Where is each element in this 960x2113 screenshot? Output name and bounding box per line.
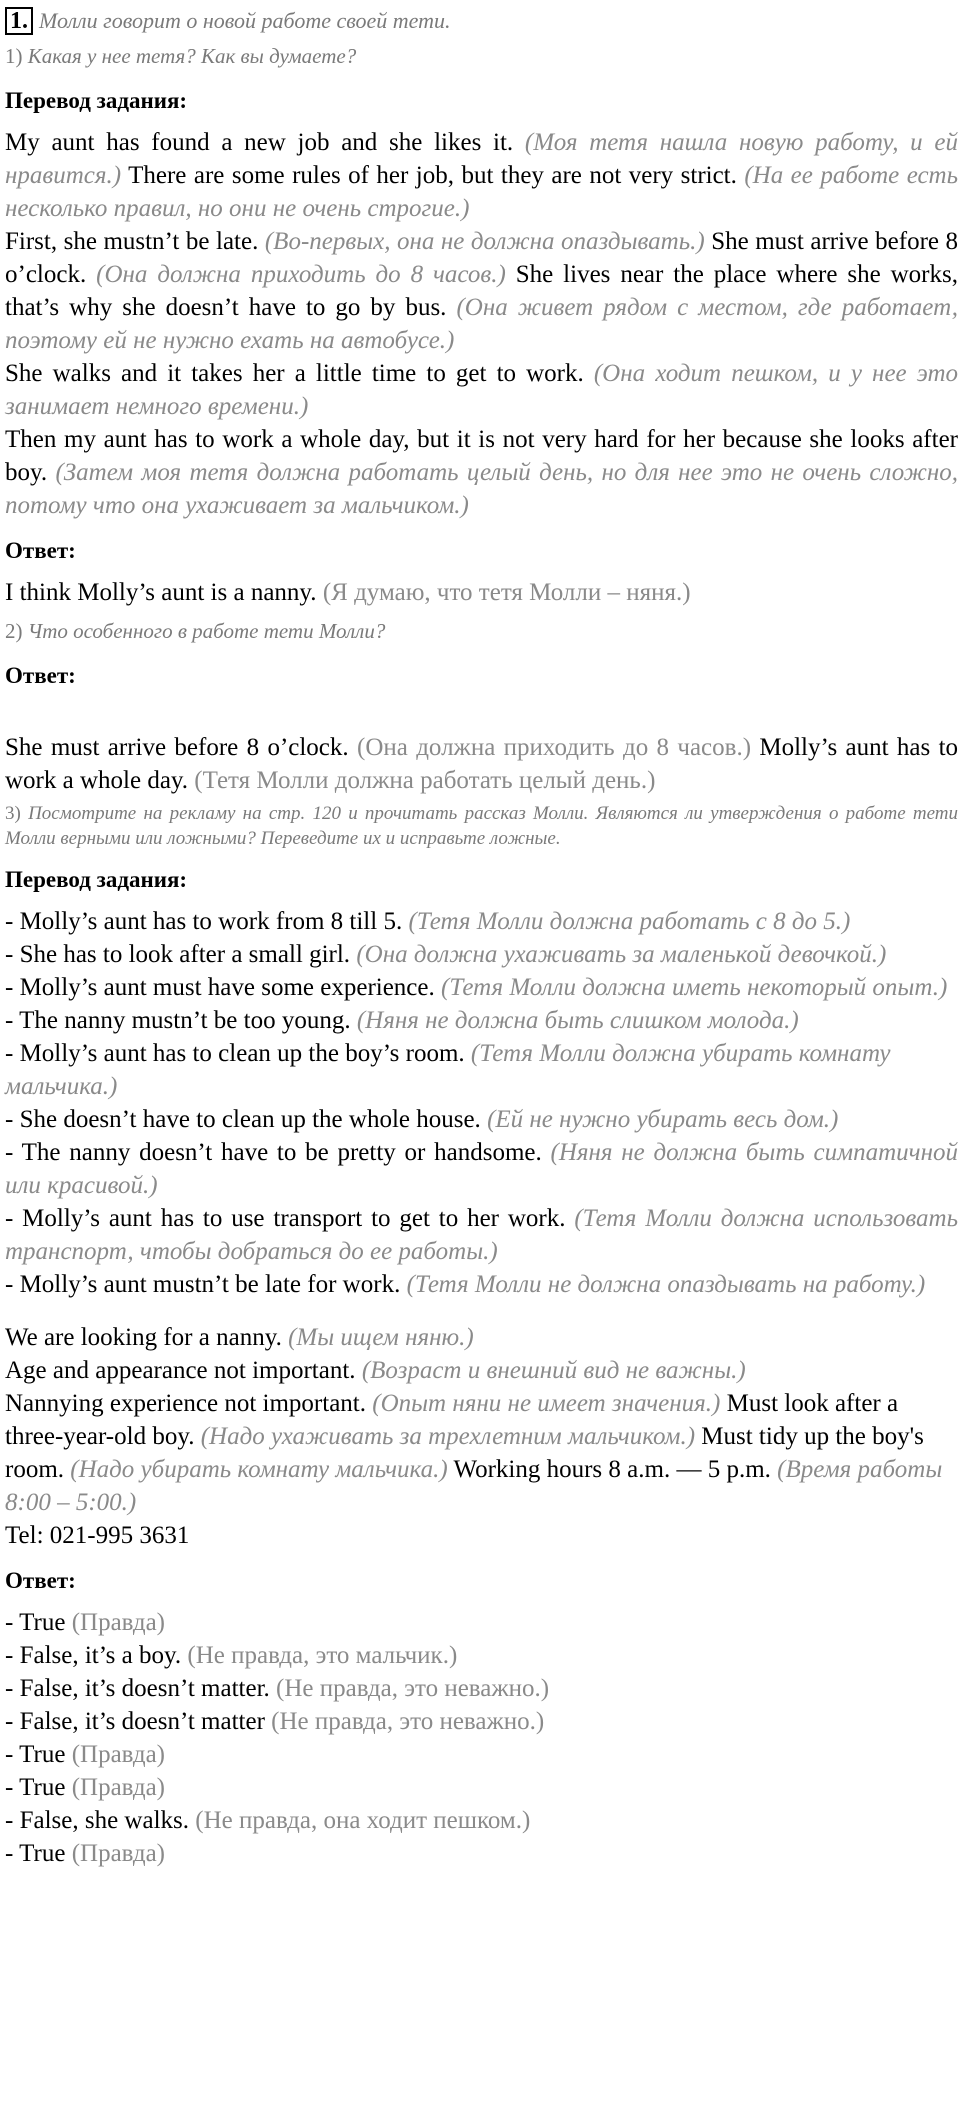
list-item <box>5 1738 958 1771</box>
statement-ru: (Няня не должна быть симпатичной или красивой.) <box>5 1139 958 1199</box>
q1-paragraph <box>5 357 958 423</box>
list-item <box>5 1004 958 1037</box>
answer-en: - True <box>5 1774 72 1801</box>
q1-answer <box>5 576 958 609</box>
ad-body-en: Must tidy up the boy's room. <box>5 1423 924 1483</box>
statement-ru: (Ей не нужно убирать весь дом.) <box>487 1106 839 1133</box>
q3-task <box>5 801 958 851</box>
q1-sentence-ru: (На ее работе есть несколько правил, но они не очень строгие.) <box>5 162 958 222</box>
list-item <box>5 1136 958 1202</box>
q3-translation-heading: Перевод задания: <box>5 867 188 892</box>
statement-en: - Molly’s aunt has to work from 8 till 5. <box>5 908 409 935</box>
ad-title <box>5 1321 958 1354</box>
ad-line-en: Age and appearance not important. <box>5 1357 362 1384</box>
q1-number: 1) <box>5 44 23 68</box>
q1-paragraph <box>5 126 958 225</box>
answer-ru: (Не правда, это мальчик.) <box>187 1642 458 1669</box>
q1-answer-en: I think Molly’s aunt is a nanny. <box>5 579 323 606</box>
statement-en: - She doesn’t have to clean up the whole house. <box>5 1106 488 1133</box>
q2-answer-ru: (Тетя Молли должна работать целый день.) <box>194 767 656 794</box>
q2-answer-en: She must arrive before 8 o’clock. <box>5 734 357 761</box>
statement-en: - Molly’s aunt must have some experience. <box>5 974 441 1001</box>
list-item <box>5 1268 958 1301</box>
list-item <box>5 1837 958 1870</box>
answer-ru: (Правда) <box>71 1609 165 1636</box>
q2-answer-heading: Ответ: <box>5 663 76 688</box>
ad-line <box>5 1354 958 1387</box>
list-item <box>5 1103 958 1136</box>
q3-statement-list <box>5 905 958 1301</box>
q3-task-text: Посмотрите на рекламу на стр. 120 и прочитать рассказ Молли. Являются ли утверждения о работе тети Молли верными или ложными? Переведите их и исправьте ложные. <box>5 803 959 849</box>
spacer <box>5 1301 958 1321</box>
exercise-header <box>5 4 958 38</box>
q3-answer-list <box>5 1606 958 1870</box>
q1-sentence-ru: (Она ходит пешком, и у нее это занимает немного времени.) <box>5 360 958 420</box>
q1-sentence-en: She must arrive before 8 o’clock. <box>5 228 958 288</box>
answer-en: - True <box>5 1741 72 1768</box>
statement-en: - Molly’s aunt has to clean up the boy’s room. <box>5 1040 471 1067</box>
list-item <box>5 905 958 938</box>
ad-body-ru: (Надо убирать комнату мальчика.) <box>70 1456 448 1483</box>
statement-en: - The nanny mustn’t be too young. <box>5 1007 357 1034</box>
statement-ru: (Тетя Молли должна иметь некоторый опыт.) <box>441 974 948 1001</box>
q2-answer-en: Molly’s aunt has to work a whole day. <box>5 734 959 794</box>
ad-title-ru: (Мы ищем няню.) <box>288 1324 474 1351</box>
q1-paragraph <box>5 423 958 522</box>
ad-body-en: Working hours 8 a.m. — 5 p.m. <box>447 1456 778 1483</box>
ad-line-ru: (Возраст и внешний вид не важны.) <box>361 1357 746 1384</box>
q1-sentence-ru: (Она должна приходить до 8 часов.) <box>96 261 506 288</box>
list-item <box>5 1606 958 1639</box>
q2-task-text: Что особенного в работе тети Молли? <box>27 619 386 643</box>
q1-sentence-en: First, she mustn’t be late. <box>5 228 265 255</box>
q1-answer-heading: Ответ: <box>5 538 76 563</box>
q2-number: 2) <box>5 619 23 643</box>
q1-sentence-en: She walks and it takes her a little time to get to work. <box>5 360 594 387</box>
q1-sentence-en: My aunt has found a new job and she likes it. <box>5 129 525 156</box>
exercise-title: Молли говорит о новой работе своей тети. <box>39 8 451 33</box>
q1-answer-ru: (Я думаю, что тетя Молли – няня.) <box>322 579 691 606</box>
q1-sentence-en: She lives near the place where she works, that’s why she doesn’t have to go by bus. <box>5 261 958 321</box>
ad-body-en: Must look after a three-year-old boy. <box>5 1390 899 1450</box>
q1-translation-heading: Перевод задания: <box>5 88 188 113</box>
q3-answer-heading: Ответ: <box>5 1568 76 1593</box>
spacer <box>5 701 958 731</box>
answer-ru: (Не правда, это неважно.) <box>271 1708 545 1735</box>
q1-paragraph <box>5 225 958 357</box>
ad-body-ru: (Надо ухаживать за трехлетним мальчиком.) <box>200 1423 696 1450</box>
q1-sentence-ru: (Затем моя тетя должна работать целый день, но для нее это не очень сложно, потому что она ухаживает за мальчиком.) <box>5 459 958 519</box>
statement-ru: (Няня не должна быть слишком молода.) <box>356 1007 799 1034</box>
list-item <box>5 1705 958 1738</box>
q3-number: 3) <box>5 803 21 824</box>
answer-ru: (Правда) <box>71 1741 165 1768</box>
q1-task-text: Какая у нее тетя? Как вы думаете? <box>27 44 357 68</box>
q2-task <box>5 615 958 647</box>
statement-ru: (Тетя Молли должна убирать комнату мальчика.) <box>5 1040 891 1100</box>
ad-body-ru: (Опыт няни не имеет значения.) <box>372 1390 721 1417</box>
answer-en: - False, it’s doesn’t matter <box>5 1708 272 1735</box>
statement-ru: (Тетя Молли должна работать с 8 до 5.) <box>408 908 851 935</box>
statement-ru: (Она должна ухаживать за маленькой девочкой.) <box>356 941 887 968</box>
list-item <box>5 1804 958 1837</box>
ad-body <box>5 1387 958 1519</box>
answer-en: - False, it’s a boy. <box>5 1642 188 1669</box>
answer-ru: (Правда) <box>71 1774 165 1801</box>
q2-answer <box>5 731 958 797</box>
q1-task <box>5 40 958 72</box>
q1-sentence-ru: (Она живет рядом с местом, где работает, поэтому ей не нужно ехать на автобусе.) <box>5 294 958 354</box>
ad-title-en: We are looking for a nanny. <box>5 1324 289 1351</box>
statement-en: - The nanny doesn’t have to be pretty or handsome. <box>5 1139 551 1166</box>
answer-en: - False, she walks. <box>5 1807 196 1834</box>
answer-en: - True <box>5 1840 72 1867</box>
statement-ru: (Тетя Молли должна использовать транспорт, чтобы добраться до ее работы.) <box>5 1205 958 1265</box>
list-item <box>5 1771 958 1804</box>
list-item <box>5 1037 958 1103</box>
statement-ru: (Тетя Молли не должна опаздывать на работу.) <box>406 1271 926 1298</box>
list-item <box>5 971 958 1004</box>
statement-en: - She has to look after a small girl. <box>5 941 357 968</box>
q1-sentence-en: There are some rules of her job, but they are not very strict. <box>121 162 745 189</box>
list-item <box>5 938 958 971</box>
q1-sentence-ru: (Моя тетя нашла новую работу, и ей нравится.) <box>5 129 958 189</box>
statement-en: - Molly’s aunt has to use transport to get to her work. <box>5 1205 575 1232</box>
ad-phone: Tel: 021-995 3631 <box>5 1522 190 1549</box>
list-item <box>5 1639 958 1672</box>
ad-body-ru: (Время работы 8:00 – 5:00.) <box>5 1456 943 1516</box>
list-item <box>5 1202 958 1268</box>
answer-ru: (Не правда, она ходит пешком.) <box>195 1807 531 1834</box>
statement-en: - Molly’s aunt mustn’t be late for work. <box>5 1271 407 1298</box>
answer-ru: (Не правда, это неважно.) <box>276 1675 550 1702</box>
answer-en: - True <box>5 1609 72 1636</box>
q1-sentence-en: Then my aunt has to work a whole day, but it is not very hard for her because she looks after boy. <box>5 426 958 486</box>
ad-body-en: Nannying experience not important. <box>5 1390 373 1417</box>
q1-sentence-ru: (Во-первых, она не должна опаздывать.) <box>264 228 705 255</box>
list-item <box>5 1672 958 1705</box>
answer-en: - False, it’s doesn’t matter. <box>5 1675 277 1702</box>
q2-answer-ru: (Она должна приходить до 8 часов.) <box>357 734 752 761</box>
nanny-advertisement <box>5 1321 958 1552</box>
exercise-number: 1. <box>5 7 33 35</box>
answer-ru: (Правда) <box>71 1840 165 1867</box>
